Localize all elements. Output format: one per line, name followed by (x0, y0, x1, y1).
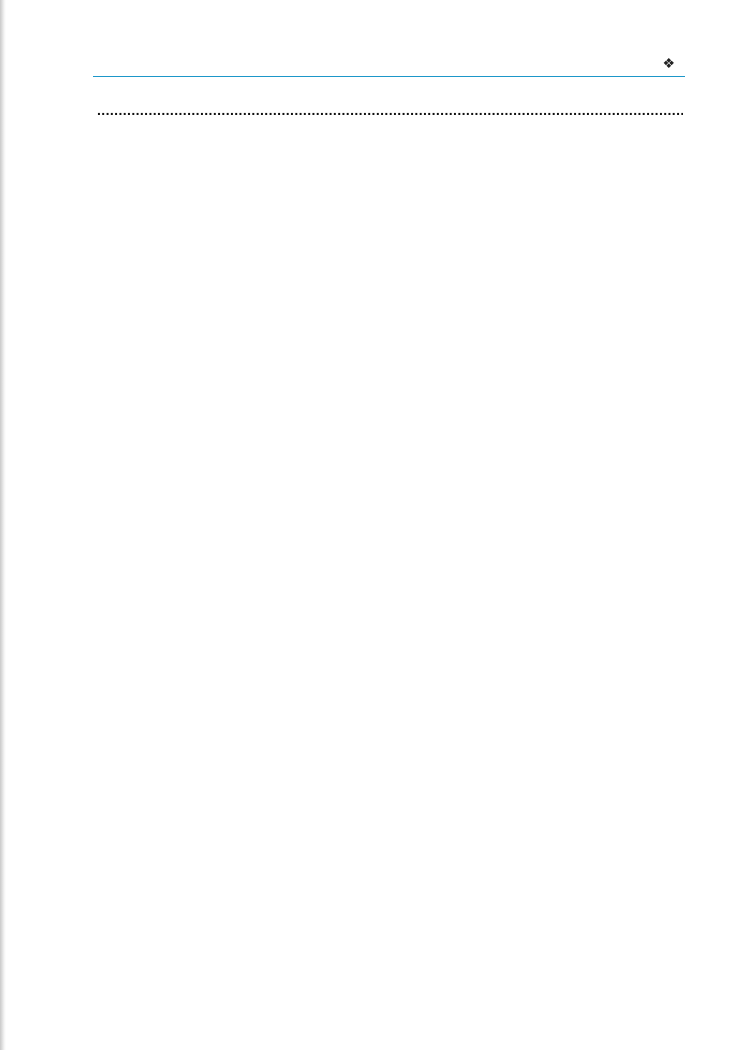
part-heading[interactable] (93, 97, 685, 123)
page-edge-shadow (0, 0, 6, 1050)
header-rule (93, 76, 685, 77)
leader-dots (97, 97, 683, 123)
diamond-ornament-icon: ❖ (662, 54, 675, 71)
toc-page (93, 52, 685, 123)
running-head (93, 52, 685, 74)
